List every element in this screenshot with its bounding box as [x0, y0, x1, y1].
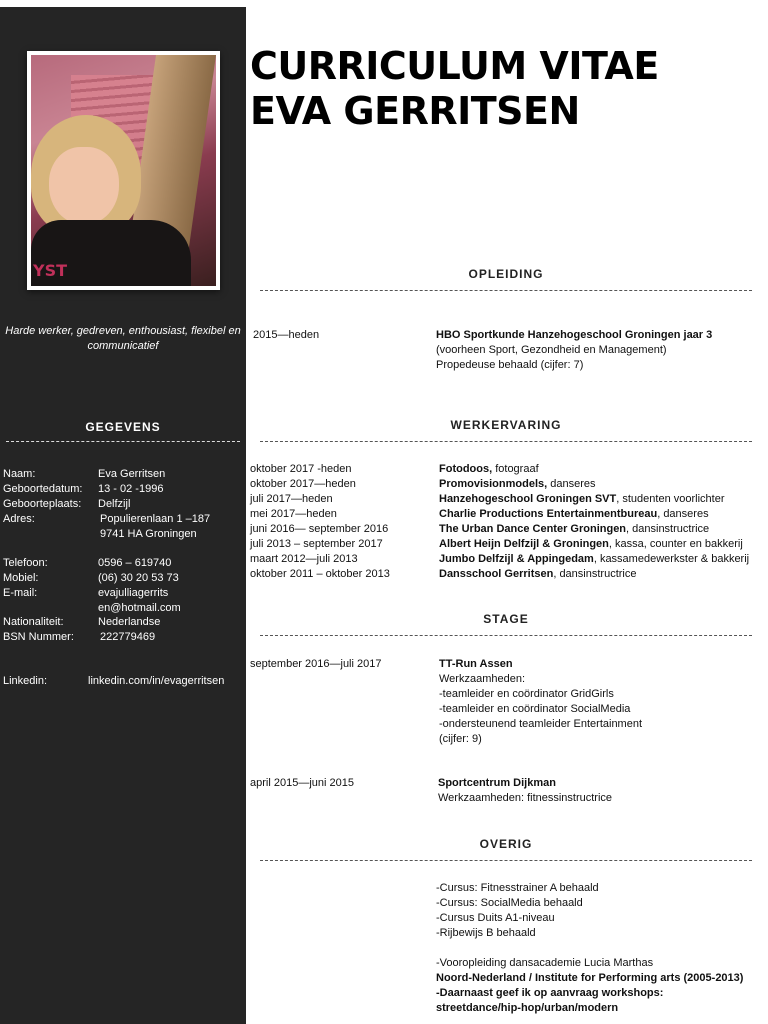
detail-value-cont: 9741 HA Groningen [100, 528, 197, 540]
opleiding-divider [260, 290, 752, 291]
opleiding-note: (voorheen Sport, Gezondheid en Management) [436, 344, 667, 356]
opleiding-period: 2015—heden [253, 329, 320, 341]
stage-line: -ondersteunend teamleider Entertainment [439, 718, 643, 730]
job-period: juni 2016— september 2016 [250, 523, 389, 535]
stage-line: -teamleider en coördinator GridGirls [439, 688, 614, 700]
job-entry: Hanzehogeschool Groningen SVT, studenten voorlichter [439, 493, 725, 505]
stage-divider [260, 635, 752, 636]
stage-name: TT-Run Assen [439, 658, 513, 670]
stage-line: Werkzaamheden: [439, 673, 526, 685]
job-entry: Albert Heijn Delfzijl & Groningen, kassa, counter en bakkerij [439, 538, 743, 550]
gegevens-divider [6, 441, 240, 442]
sidebar [0, 7, 246, 1024]
job-period: juli 2017—heden [250, 493, 333, 505]
detail-value: Delfzijl [98, 498, 131, 510]
job-entry: The Urban Dance Center Groningen, dansinstructrice [439, 523, 710, 535]
stage-period: april 2015—juni 2015 [250, 777, 354, 789]
stage-line: -teamleider en coördinator SocialMedia [439, 703, 631, 715]
job-period: oktober 2011 – oktober 2013 [250, 568, 390, 580]
job-entry: Charlie Productions Entertainmentbureau, danseres [439, 508, 709, 520]
overig-line: Noord-Nederland / Institute for Performing arts (2005-2013) [436, 972, 744, 984]
job-entry: Jumbo Delfzijl & Appingedam, kassamedewerkster & bakkerij [439, 553, 750, 565]
job-entry: Promovisionmodels, danseres [439, 478, 596, 490]
job-period: oktober 2017 -heden [250, 463, 352, 475]
overig-line: -Cursus: Fitnesstrainer A behaald [436, 882, 599, 894]
detail-value: Populierenlaan 1 –187 [100, 513, 211, 525]
detail-label: E-mail: [3, 587, 38, 599]
overig-line: -Daarnaast geef ik op aanvraag workshops: [436, 987, 664, 999]
detail-label: Naam: [3, 468, 36, 480]
stage-name: Sportcentrum Dijkman [438, 777, 556, 789]
linkedin-link[interactable]: linkedin.com/in/evagerritsen [88, 675, 225, 687]
tagline: Harde werker, gedreven, enthousiast, flexibel en communicatief [5, 325, 241, 352]
detail-label: BSN Nummer: [3, 631, 74, 643]
overig-line: -Vooropleiding dansacademie Lucia Marthas [436, 957, 654, 969]
werkervaring-divider [260, 441, 752, 442]
detail-value: Eva Gerritsen [98, 468, 166, 480]
overig-line: -Cursus: SocialMedia behaald [436, 897, 583, 909]
detail-label: Adres: [3, 513, 35, 525]
page-title [250, 44, 659, 134]
overig-divider [260, 860, 752, 861]
stage-heading: STAGE [483, 612, 529, 626]
stage-line: (cijfer: 9) [439, 733, 482, 745]
detail-value: Nederlandse [98, 616, 161, 628]
job-period: juli 2013 – september 2017 [250, 538, 383, 550]
detail-value-cont[interactable]: en@hotmail.com [98, 602, 181, 614]
overig-heading: OVERIG [479, 837, 533, 851]
job-entry: Fotodoos, fotograaf [439, 463, 539, 475]
werkervaring-heading: WERKERVARING [450, 418, 562, 432]
title-line-1: CURRICULUM VITAE [250, 44, 659, 88]
title-line-2: EVA GERRITSEN [250, 89, 580, 133]
job-period: mei 2017—heden [250, 508, 337, 520]
stage-period: september 2016—juli 2017 [250, 658, 382, 670]
job-period: oktober 2017—heden [250, 478, 356, 490]
detail-value: 222779469 [100, 631, 156, 643]
detail-label: Mobiel: [3, 572, 39, 584]
job-entry: Dansschool Gerritsen, dansinstructrice [439, 568, 637, 580]
profile-photo [27, 51, 220, 290]
detail-label: Telefoon: [3, 557, 48, 569]
photo-shirt-text: YST [33, 261, 68, 280]
photo-image [31, 55, 216, 286]
detail-value: (06) 30 20 53 73 [98, 572, 179, 584]
detail-label: Nationaliteit: [3, 616, 64, 628]
overig-line: -Cursus Duits A1-niveau [436, 912, 555, 924]
detail-value: 13 - 02 -1996 [98, 483, 164, 495]
detail-value[interactable]: evajulliagerrits [98, 587, 169, 599]
detail-label: Geboorteplaats: [3, 498, 82, 510]
detail-value: 0596 – 619740 [98, 557, 172, 569]
overig-line: streetdance/hip-hop/urban/modern [436, 1002, 619, 1014]
opleiding-heading: OPLEIDING [468, 267, 544, 281]
gegevens-heading: GEGEVENS [85, 420, 161, 434]
overig-line: -Rijbewijs B behaald [436, 927, 536, 939]
opleiding-note: Propedeuse behaald (cijfer: 7) [436, 359, 584, 371]
job-period: maart 2012—juli 2013 [250, 553, 358, 565]
opleiding-school: HBO Sportkunde Hanzehogeschool Groningen jaar 3 [436, 329, 713, 341]
stage-line: Werkzaamheden: fitnessinstructrice [438, 792, 613, 804]
detail-label: Geboortedatum: [3, 483, 83, 495]
detail-label: Linkedin: [3, 675, 48, 687]
